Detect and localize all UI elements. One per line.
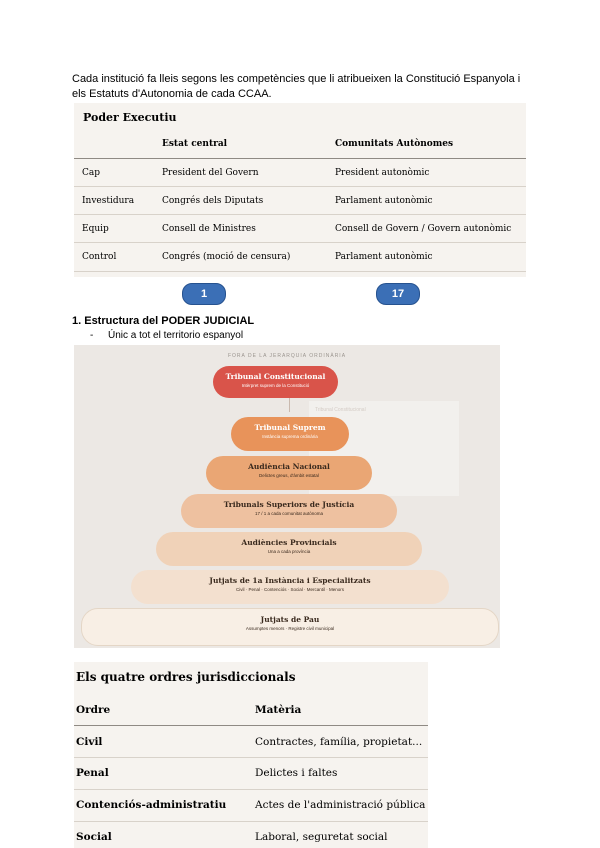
tier-title: Jutjats de Pau [260,615,320,624]
divider [74,186,526,187]
tier-subtitle: Delictes greus, d'àmbit estatal [259,473,319,478]
divider [74,242,526,243]
cell: President del Govern [162,168,259,178]
pyramid-caption: FORA DE LA JERARQUIA ORDINÀRIA [227,353,347,359]
tier-subtitle: 17 / 1 a cada comunitat autònoma [254,511,324,516]
tier-subtitle: Intèrpret suprem de la Constitució [241,383,310,388]
divider [74,789,428,790]
cell: Consell de Ministres [162,224,256,234]
divider [74,158,526,159]
row-label: Control [82,252,117,262]
badge-estat-central: 1 [182,283,226,305]
table-title: Els quatre ordres jurisdiccionals [76,670,296,684]
row-label: Investidura [82,196,135,206]
cell: Contractes, família, propietat... [255,736,423,748]
tier-subtitle: Instància suprema ordinària [262,434,318,439]
table-title: Poder Executiu [83,111,177,124]
row-label: Cap [82,168,101,178]
divider [74,725,428,726]
cell: President autonòmic [335,168,430,178]
cell: Parlament autonòmic [335,252,433,262]
faded-note: Tribunal Constitucional [309,401,459,496]
cell: Consell de Govern / Govern autonòmic [335,224,512,234]
tier-title: Tribunal Constitucional [225,372,326,381]
tier-title: Jutjats de 1a Instància i Especialitzats [209,576,371,585]
intro-paragraph: Cada institució fa lleis segons les competències que li atribueixen la Constitució Espanyola i els Estatuts d'Autonomia de cada CCAA. [72,73,521,100]
connector-line [289,398,290,412]
row-label: Equip [82,224,109,234]
divider [74,271,526,272]
divider [74,821,428,822]
tier-subtitle: Assumptes menors · Registre civil municipal [245,626,335,631]
row-label: Civil [76,736,103,748]
header-cell: Comunitats Autònomes [335,139,454,149]
tier-tribunals-superiors [181,494,397,528]
tier-title: Tribunals Superiors de Justícia [223,500,355,509]
tier-subtitle: Una a cada província [267,549,311,554]
tier-tribunal-suprem [231,417,349,451]
cell: Laboral, seguretat social [255,831,388,843]
cell: Congrés (moció de censura) [162,252,291,262]
tier-title: Tribunal Suprem [254,423,326,432]
tier-jutjats-primera-instancia [131,570,449,604]
bullet-item [90,330,243,341]
tier-audiencia-nacional [206,456,372,490]
tier-audiencies-provincials [156,532,422,566]
divider [74,757,428,758]
bullet-dash: - [90,330,94,341]
badge-comunitats: 17 [376,283,420,305]
poder-executiu-table [74,103,526,277]
row-label: Social [76,831,112,843]
ordres-jurisdiccionals-table [74,662,428,848]
tier-title: Audiència Nacional [248,462,330,471]
tier-title: Audiències Provincials [241,538,337,547]
cell: Parlament autonòmic [335,196,433,206]
tier-jutjats-de-pau [81,608,499,646]
header-cell: Matèria [255,704,302,716]
cell: Congrés dels Diputats [162,196,264,206]
section-heading: 1. Estructura del PODER JUDICIAL [72,315,255,327]
header-cell: Ordre [76,704,111,716]
divider [74,214,526,215]
cell: Delictes i faltes [255,767,338,779]
tier-subtitle: Civil · Penal · Contenciós · Social · Mercantil · Menors [235,587,345,592]
row-label: Contenciós-administratiu [76,799,227,811]
judicial-pyramid-image [74,345,500,648]
cell: Actes de l'administració pública [255,799,426,811]
header-cell: Estat central [162,139,228,149]
bullet-text: Únic a tot el territorio espanyol [108,330,244,341]
row-label: Penal [76,767,109,779]
tier-tribunal-constitucional [213,366,338,398]
